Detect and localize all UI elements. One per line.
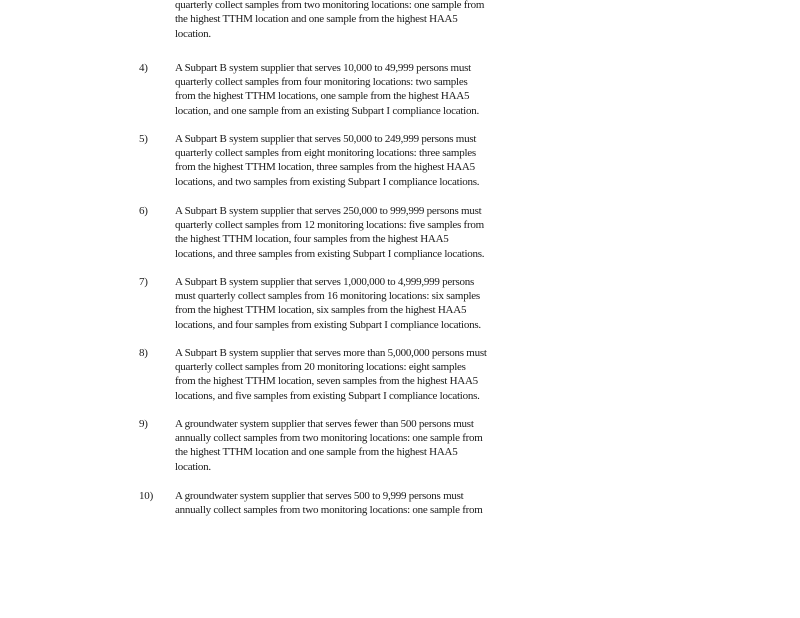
text-line: the highest TTHM location and one sample from the highest HAA5 (175, 446, 458, 459)
text-line: quarterly collect samples from four monitoring locations: two samples (175, 76, 468, 89)
item-text (175, 275, 545, 332)
text-line: location. (175, 460, 211, 473)
text-line: from the highest TTHM location, seven samples from the highest HAA5 (175, 375, 478, 388)
text-line: A groundwater system supplier that serves 500 to 9,999 persons must (175, 490, 464, 502)
item-text (175, 346, 545, 403)
item-text (175, 61, 545, 118)
text-line: quarterly collect samples from 20 monitoring locations: eight samples (175, 361, 466, 374)
text-line: quarterly collect samples from 12 monitoring locations: five samples from (175, 219, 484, 232)
text-line: locations, and four samples from existing Subpart I compliance locations. (175, 318, 481, 331)
text-line: A Subpart B system supplier that serves 10,000 to 49,999 persons must (175, 62, 471, 74)
text-line: A Subpart B system supplier that serves more than 5,000,000 persons must (175, 347, 487, 359)
text-line: locations, and three samples from existing Subpart I compliance locations. (175, 247, 485, 260)
text-line: A Subpart B system supplier that serves 50,000 to 249,999 persons must (175, 133, 477, 145)
item-number: 6) (139, 205, 148, 217)
text-line: from the highest TTHM location, six samples from the highest HAA5 (175, 304, 467, 317)
item-text (175, 417, 545, 474)
text-line: must quarterly collect samples from 16 monitoring locations: six samples (175, 290, 480, 303)
item-number: 9) (139, 418, 148, 430)
text-line: from the highest TTHM location, three samples from the highest HAA5 (175, 161, 475, 174)
text-line: location. (175, 27, 211, 40)
item-text (175, 132, 545, 189)
text-line: quarterly collect samples from eight monitoring locations: three samples (175, 147, 476, 160)
item-number: 4) (139, 62, 148, 74)
item-number: 5) (139, 133, 148, 145)
text-line: A Subpart B system supplier that serves 250,000 to 999,999 persons must (175, 205, 482, 217)
text-line: annually collect samples from two monitoring locations: one sample from (175, 432, 483, 445)
text-line: from the highest TTHM locations, one sample from the highest HAA5 (175, 90, 470, 103)
item-number: 7) (139, 276, 148, 288)
item-text (175, 0, 545, 41)
item-text (175, 204, 545, 261)
text-line: the highest TTHM location, four samples from the highest HAA5 (175, 233, 449, 246)
text-line: location, and one sample from an existing Subpart I compliance location. (175, 104, 479, 117)
text-line: the highest TTHM location and one sample from the highest HAA5 (175, 13, 458, 26)
item-number: 10) (139, 490, 154, 502)
item-text (175, 489, 545, 517)
text-line: locations, and two samples from existing Subpart I compliance locations. (175, 175, 480, 188)
text-line: A groundwater system supplier that serves fewer than 500 persons must (175, 418, 474, 430)
item-number: 8) (139, 347, 148, 359)
text-line: locations, and five samples from existing Subpart I compliance locations. (175, 389, 480, 402)
text-line: A Subpart B system supplier that serves 1,000,000 to 4,999,999 persons (175, 276, 475, 288)
text-line: annually collect samples from two monitoring locations: one sample from (175, 504, 483, 517)
text-line: quarterly collect samples from two monitoring locations: one sample from (175, 0, 485, 12)
